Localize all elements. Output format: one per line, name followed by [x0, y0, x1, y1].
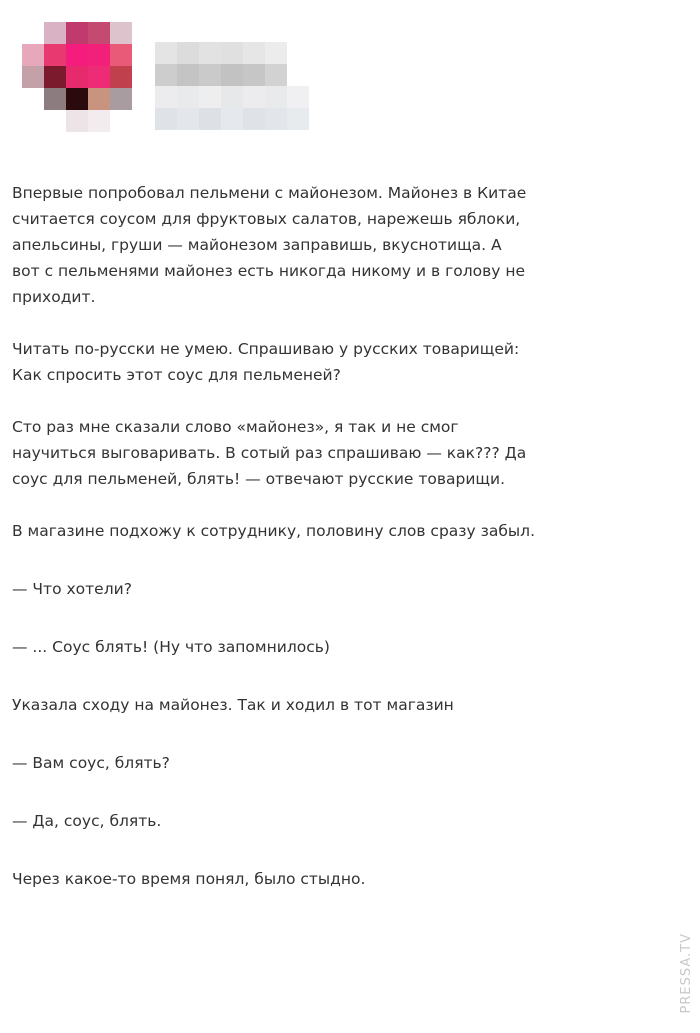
- paragraph: Впервые попробовал пельмени с майонезом. Майонез в Китае считается соусом для фруктовых салатов, нарежешь яблоки, апельсины, груши — майонезом заправишь, вкуснотища. А вот с пельменями майонез есть никогда никому и в голову не приходит.: [12, 184, 527, 306]
- paragraph: — Что хотели?: [12, 580, 132, 598]
- paragraph: — ... Соус блять! (Ну что запомнилось): [12, 638, 330, 656]
- paragraph: Через какое-то время понял, было стыдно.: [12, 870, 366, 888]
- pixelated-avatar-icon[interactable]: [22, 22, 132, 154]
- pixelated-username-icon[interactable]: [155, 42, 310, 132]
- paragraph: — Вам соус, блять?: [12, 754, 170, 772]
- paragraph: Сто раз мне сказали слово «майонез», я так и не смог научиться выговаривать. В сотый раз спрашиваю — как??? Да соус для пельменей, блять! — отвечают русские товарищи.: [12, 418, 527, 488]
- watermark: PRESSA.TV: [679, 932, 694, 1013]
- post-header: [0, 0, 700, 160]
- paragraph: — Да, соус, блять.: [12, 812, 162, 830]
- paragraph: В магазине подхожу к сотруднику, половину слов сразу забыл.: [12, 522, 536, 540]
- paragraph: Читать по-русски не умею. Спрашиваю у русских товарищей: Как спросить этот соус для пельменей?: [12, 340, 520, 384]
- paragraph: Указала сходу на майонез. Так и ходил в тот магазин: [12, 696, 454, 714]
- post-text: [12, 180, 662, 892]
